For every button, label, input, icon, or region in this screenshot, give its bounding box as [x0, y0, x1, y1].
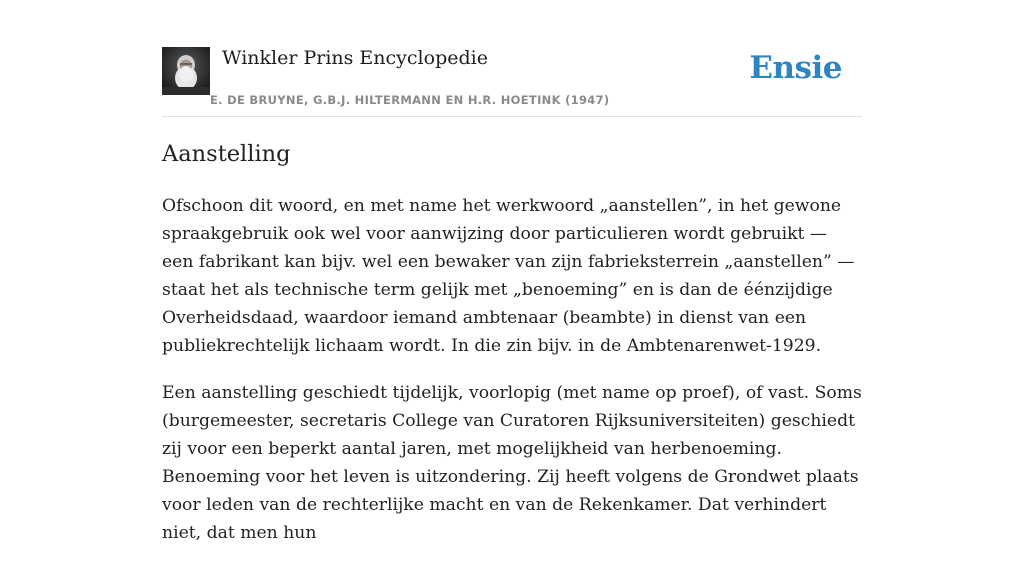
author-portrait-image: [162, 47, 210, 95]
article-paragraph: Ofschoon dit woord, en met name het werkwoord „aanstellen”, in het gewone spraakgebruik ook wel voor aanwijzing door particulieren wordt gebruikt — een fabrikant kan bijv. wel een bewaker van zijn fabrieksterrein „aanstellen” — staat het als technische term gelijk met „benoeming” en is dan de éénzijdige Overheidsdaad, waardoor iemand ambtenaar (beambte) in dienst van een publiekrechtelijk lichaam wordt. In die zin bijv. in de Ambtenarenwet-1929.: [162, 196, 855, 356]
ensie-logo-link[interactable]: Ensie: [749, 50, 842, 86]
source-authors: E. DE BRUYNE, G.B.J. HILTERMANN EN H.R. HOETINK (1947): [210, 93, 610, 107]
article-body: [162, 192, 862, 566]
article-title: Aanstelling: [162, 141, 291, 167]
site-title[interactable]: Winkler Prins Encyclopedie: [222, 47, 488, 69]
site-header: [162, 46, 862, 117]
author-avatar: [162, 47, 210, 95]
article-paragraph: Een aanstelling geschiedt tijdelijk, voorlopig (met name op proef), of vast. Soms (burgemeester, secretaris College van Curatoren Rijksuniversiteiten) geschiedt zij voor een beperkt aantal jaren, met mogelijkheid van herbenoeming. Benoeming voor het leven is uitzondering. Zij heeft volgens de Grondwet plaats voor leden van de rechterlijke macht en van de Rekenkamer. Dat verhindert niet, dat men hun: [162, 383, 862, 543]
